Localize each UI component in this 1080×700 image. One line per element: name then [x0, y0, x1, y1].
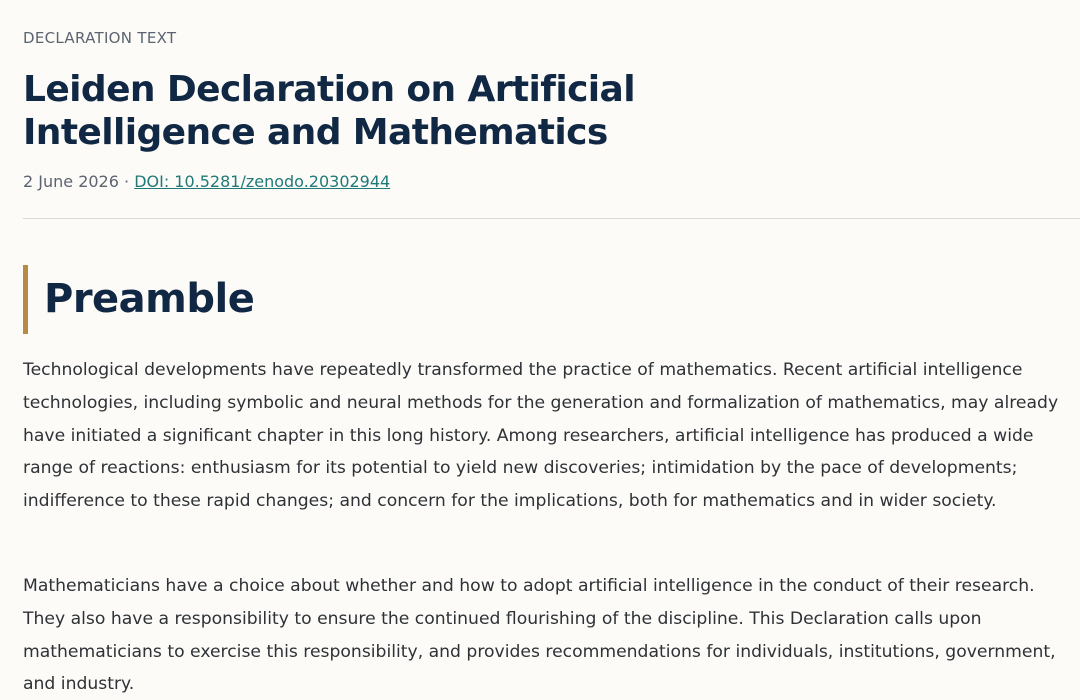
- section-heading-block: [23, 265, 254, 334]
- section-heading: Preamble: [44, 276, 255, 322]
- page-title: Leiden Declaration on Artificial Intelligence and Mathematics: [23, 69, 635, 153]
- header-divider: [23, 218, 1080, 219]
- section-label: DECLARATION TEXT: [23, 29, 177, 47]
- paragraph: Technological developments have repeatedly transformed the practice of mathematics. Recent artificial intelligence technologies, including symbolic and neural methods for the generation and formalization of mathematics, may already have initiated a significant chapter in this long history. Among researchers, artificial intelligence has produced a wide range of reactions: enthusiasm for its potential to yield new discoveries; intimidation by the pace of developments; indifference to these rapid changes; and concern for the implications, both for mathematics and in wider society.: [23, 360, 1059, 512]
- doi-link[interactable]: DOI: 10.5281/zenodo.20302944: [134, 172, 391, 191]
- publication-meta: [23, 172, 390, 191]
- publication-date: 2 June 2026: [23, 172, 119, 191]
- meta-separator: ·: [118, 172, 135, 191]
- paragraph: Mathematicians have a choice about whether and how to adopt artificial intelligence in the conduct of their research. They also have a responsibility to ensure the continued flourishing of the discipline. This Declaration calls upon mathematicians to exercise this responsibility, and provides recommendations for individuals, institutions, government, and industry.: [23, 576, 1056, 695]
